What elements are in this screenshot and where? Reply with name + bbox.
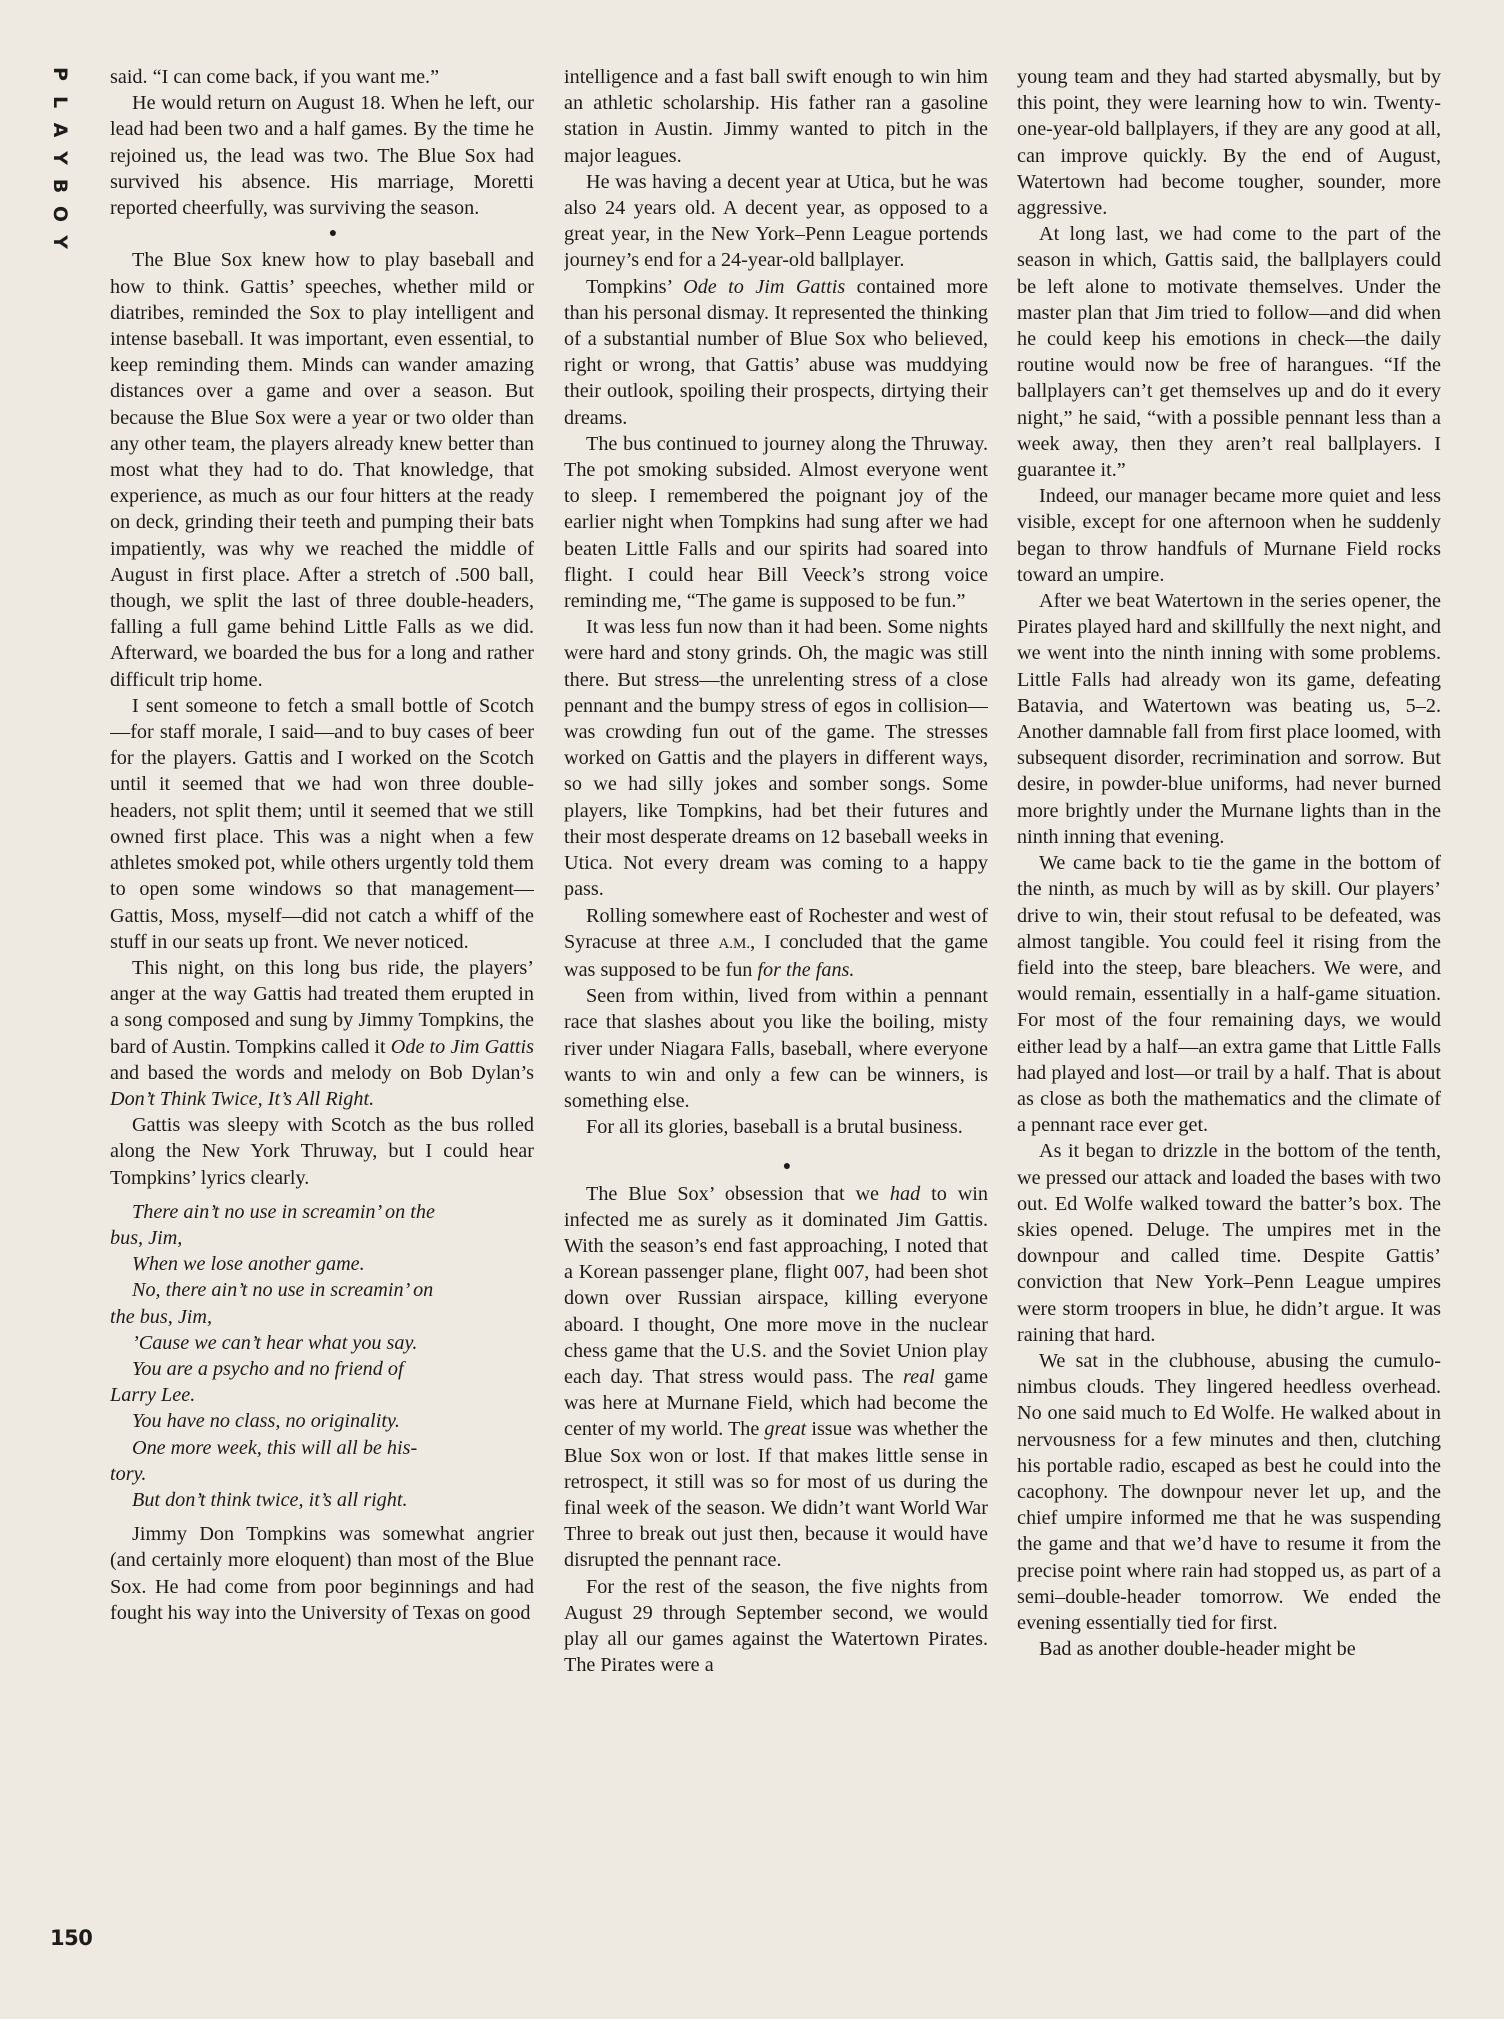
section-break-bullet: ● — [328, 226, 338, 242]
side-letter: L — [49, 95, 71, 109]
paragraph: For all its glories, baseball is a brutal business. — [586, 1116, 963, 1139]
paragraph: Gattis was sleepy with Scotch as the bus rolled along the New York Thruway, but I could hear Tompkins’ lyrics clearly. — [110, 1114, 534, 1189]
lyric-line: You have no class, no originality. — [132, 1410, 400, 1433]
paragraph: Bad as another double-header might be — [1039, 1638, 1356, 1661]
paragraph: We came back to tie the game in the bottom of the ninth, as much by will as by skill. Our players’ drive to win, their stout refusal to be defeated, was almost tangible. You could feel it rising from the field into the steep, bare bleachers. We were, and would remain, essentially in a half-game situation. For most of the four remaining days, we would either lead by a half—an extra game that Little Falls had played and lost—or trail by a half. That is about as close as both the mathematics and the climate of a pennant race ever get. — [1017, 852, 1441, 1137]
lyric-line: There ain’t no use in screamin’ on the — [132, 1200, 435, 1223]
paragraph: We sat in the clubhouse, abusing the cumulo-nimbus clouds. They lingered heedless overhead. No one said much to Ed Wolfe. He walked about in nervousness for a few minutes and then, clutching his portable radio, escaped as best he could into the cacophony. The downpour never let up, and the chief umpire informed me that he was suspending the game and that we’d have to resume it from the precise point where rain had stopped us, as part of a semi–double-header tomorrow. We ended the evening essentially tied for first. — [1017, 1349, 1441, 1634]
paragraph: Rolling somewhere east of Rochester and west of Syracuse at three A.M., I concluded that the game was supposed to be fun for the fans. — [564, 904, 988, 981]
paragraph: After we beat Watertown in the series opener, the Pirates played hard and skillfully the next night, and we went into the ninth inning with some problems. Little Falls had already won its game, defeating Batavia, and Watertown was beating us, 5–2. Another damnable fall from first place loomed, with subsequent disorder, recrimination and sorrow. But desire, in powder-blue uniforms, had never burned more brightly under the Murnane lights than in the ninth inning that evening. — [1017, 590, 1441, 848]
lyric-line: tory. — [110, 1462, 147, 1485]
lyric-line: ’Cause we can’t hear what you say. — [132, 1331, 418, 1354]
paragraph: Jimmy Don Tompkins was somewhat angrier (and certainly more eloquent) than most of the Blue Sox. He had come from poor beginnings and had fought his way into the University of Texas on good — [110, 1523, 534, 1624]
lyric-line: bus, Jim, — [110, 1226, 183, 1249]
side-letter: Y — [49, 151, 71, 165]
side-letter: Y — [49, 235, 71, 249]
paragraph: Seen from within, lived from within a pennant race that slashes about you like the boiling, misty river under Niagara Falls, baseball, where everyone wants to win and only a few can be winners, is something else. — [564, 985, 988, 1112]
side-letter: O — [49, 205, 71, 223]
paragraph: Tompkins’ Ode to Jim Gattis contained more than his personal dismay. It represented the thinking of a substantial number of Blue Sox who believed, right or wrong, that Gattis’ abuse was muddying their outlook, spoiling their prospects, dirtying their dreams. — [564, 275, 988, 429]
song-lyrics — [110, 1199, 534, 1513]
paragraph: The bus continued to journey along the Thruway. The pot smoking subsided. Almost everyone went to sleep. I remembered the poignant joy of the earlier night when Tompkins had sung after we had beaten Little Falls and our spirits had soared into flight. I could hear Bill Veeck’s strong voice reminding me, “The game is supposed to be fun.” — [564, 432, 988, 613]
lyric-line: You are a psycho and no friend of — [132, 1357, 404, 1380]
lyric-line: When we lose another game. — [132, 1253, 365, 1276]
text-column-1 — [110, 64, 534, 1954]
side-letter: P — [49, 67, 71, 81]
paragraph: At long last, we had come to the part of the season in which, Gattis said, the ballplayers could be left alone to motivate themselves. Under the master plan that Jim tried to follow—and did when he could keep his emotions in check—the daily routine would now be free of harangues. “If the ballplayers can’t get themselves up and do it every night,” he said, “with a possible pennant less than a week away, then they aren’t real ballplayers. I guarantee it.” — [1017, 223, 1441, 482]
text-column-2 — [564, 64, 988, 1954]
lyric-line: Larry Lee. — [110, 1384, 196, 1407]
paragraph: The Blue Sox knew how to play baseball and how to think. Gattis’ speeches, whether mild or diatribes, reminded the Sox to play intelligent and intense baseball. It was important, even essential, to keep reminding them. Minds can wander amazing distances over a game and over a season. But because the Blue Sox were a year or two older than any other team, the players already knew better than most what they had to do. That knowledge, that experience, as much as our four hitters at the ready on deck, grinding their teeth and pumping their bats impatiently, was why we reached the middle of August in first place. After a stretch of .500 ball, though, we split the last of three double-headers, falling a full game behind Little Falls as we did. Afterward, we boarded the bus for a long and rather difficult trip home. — [110, 249, 534, 691]
paragraph: This night, on this long bus ride, the players’ anger at the way Gattis had treated them erupted in a song composed and sung by Jimmy Tompkins, the bard of Austin. Tompkins called it Ode to Jim Gattis and based the words and melody on Bob Dylan’s Don’t Think Twice, It’s All Right. — [110, 956, 534, 1110]
paragraph: young team and they had started abysmally, but by this point, they were learning how to win. Twenty-one-year-old ballplayers, if they are any good at all, can improve quickly. By the end of August, Watertown had become tougher, sounder, more aggressive. — [1017, 66, 1441, 220]
song-title: Don’t Think Twice, It’s All Right. — [110, 1087, 375, 1110]
song-title: Ode to Jim Gattis — [683, 275, 846, 298]
lyric-line: No, there ain’t no use in screamin’ on — [132, 1279, 434, 1302]
paragraph: It was less fun now than it had been. Some nights were hard and stony grinds. Oh, the magic was still there. But stress—the unrelenting stress of a close pennant and the bumpy stress of egos in collision—was crowding fun out of the game. The stresses worked on Gattis and the players in different ways, so we had silly jokes and somber songs. Some players, like Tompkins, had bet their futures and their most desperate dreams on 12 baseball weeks in Utica. Not every dream was coming to a happy pass. — [564, 616, 988, 901]
paragraph: As it began to drizzle in the bottom of the tenth, we pressed our attack and loaded the bases with two out. Ed Wolfe walked toward the batter’s box. The skies opened. Deluge. The umpires met in the downpour and called time. Despite Gattis’ conviction that New York–Penn League umpires were storm troopers in blue, he didn’t argue. It was raining that hard. — [1017, 1140, 1441, 1346]
page-number: 150 — [50, 1926, 93, 1950]
paragraph: He was having a decent year at Utica, but he was also 24 years old. A decent year, as opposed to a great year, in the New York–Penn League portends journey’s end for a 24-year-old ballplayer. — [564, 170, 988, 272]
side-letter: B — [49, 178, 71, 194]
magazine-side-label — [46, 60, 74, 256]
lyric-line: But don’t think twice, it’s all right. — [132, 1488, 408, 1511]
text-column-3 — [1017, 64, 1441, 1954]
paragraph: For the rest of the season, the five nights from August 29 through September second, we would play all our games against the Watertown Pirates. The Pirates were a — [564, 1575, 988, 1677]
side-letter: A — [49, 122, 71, 138]
paragraph: The Blue Sox’ obsession that we had to win infected me as surely as it dominated Jim Gattis. With the season’s end fast approaching, I noted that a Korean passenger plane, flight 007, had been shot down over Russian airspace, killing everyone aboard. I thought, One more move in the nuclear chess game that the U.S. and the Soviet Union play each day. That stress would pass. The real game was here at Murnane Field, which had become the center of my world. The great issue was whether the Blue Sox won or lost. If that makes little sense in retrospect, it still was so for most of us during the final week of the season. We didn’t want World War Three to break out just then, because it would have disrupted the pennant race. — [564, 1182, 988, 1572]
paragraph: Indeed, our manager became more quiet and less visible, except for one afternoon when he suddenly began to throw handfuls of Murnane Field rocks toward an umpire. — [1017, 485, 1441, 586]
paragraph: He would return on August 18. When he left, our lead had been two and a half games. By the time he rejoined us, the lead was two. The Blue Sox had survived his absence. His marriage, Moretti reported cheerfully, was surviving the season. — [110, 92, 534, 220]
lyric-line: the bus, Jim, — [110, 1305, 213, 1328]
paragraph: said. “I can come back, if you want me.” — [110, 66, 440, 88]
paragraph: I sent someone to fetch a small bottle of Scotch—for staff morale, I said—and to buy cases of beer for the players. Gattis and I worked on the Scotch until it seemed that we had won three double-headers, not split them; until it seemed that we still owned first place. This was a night when a few athletes smoked pot, while others urgently told them to open some windows so that management—Gattis, Moss, myself—did not catch a whiff of the stuff in our seats up front. We never noticed. — [110, 694, 534, 953]
lyric-line: One more week, this will all be his- — [132, 1436, 418, 1459]
paragraph: intelligence and a fast ball swift enough to win him an athletic scholarship. His father ran a gasoline station in Austin. Jimmy wanted to pitch in the major leagues. — [564, 66, 988, 167]
section-break-bullet: ● — [782, 1159, 792, 1175]
song-title: Ode to Jim Gattis — [390, 1035, 534, 1058]
